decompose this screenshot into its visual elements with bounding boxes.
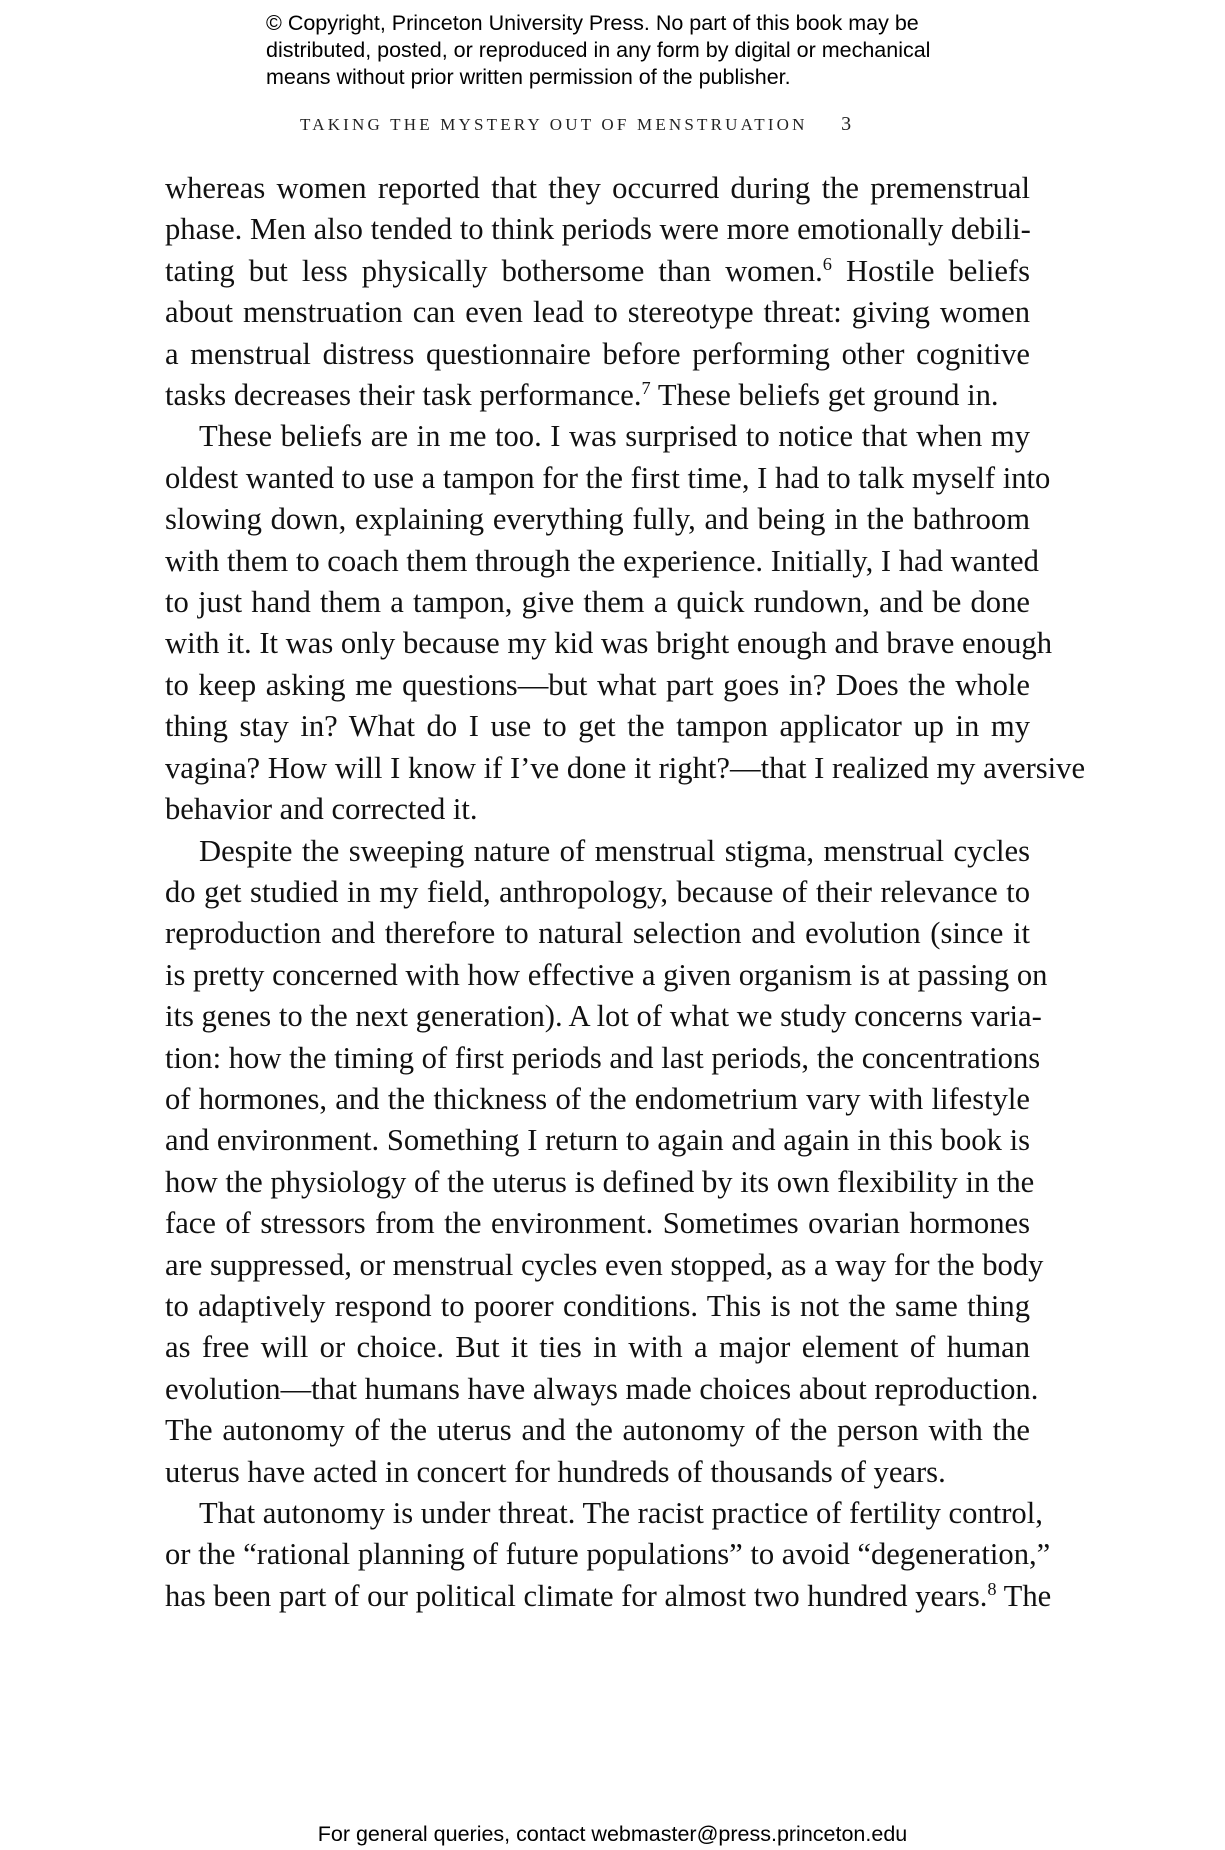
text-line: about menstruation can even lead to stereotype threat: giving women [165,295,1030,330]
footnote-ref[interactable]: 6 [822,253,832,274]
text-line: uterus have acted in concert for hundreds of thousands of years. [165,1454,946,1489]
text-line: That autonomy is under threat. The racist practice of fertility control, [199,1496,1043,1530]
text-line: tion: how the timing of first periods and last periods, the concentrations [165,1040,1041,1075]
text-line: phase. Men also tended to think periods were more emotionally debili- [165,212,1031,247]
footnote-ref[interactable]: 8 [987,1578,997,1599]
page-number: 3 [841,113,852,135]
copyright-notice [266,10,1026,91]
text-line: face of stressors from the environment. Sometimes ovarian hormones [165,1206,1030,1241]
text-line: reproduction and therefore to natural selection and evolution (since it [165,916,1030,951]
text-line: slowing down, explaining everything fully, and being in the bathroom [165,502,1030,537]
text-line: has been part of our political climate for almost two hundred years.$^8$ The [165,1578,1052,1613]
paragraph [165,1493,1052,1617]
text-line: thing stay in? What do I use to get the tampon applicator up in my [165,709,1030,744]
copyright-line: means without prior written permission of the publisher. [266,65,791,89]
body-text [165,168,1086,1617]
text-line: vagina? How will I know if I’ve done it right?—that I realized my aversive [165,750,1086,785]
text-line: of hormones, and the thickness of the endometrium vary with lifestyle [165,1081,1030,1116]
text-line: how the physiology of the uterus is defined by its own flexibility in the [165,1164,1035,1199]
text-line: a menstrual distress questionnaire before performing other cognitive [165,336,1030,371]
text-line: whereas women reported that they occurred during the premenstrual [165,171,1030,205]
text-line: are suppressed, or menstrual cycles even stopped, as a way for the body [165,1247,1044,1282]
copyright-line: distributed, posted, or reproduced in any form by digital or mechanical [266,38,931,62]
text-line: to adaptively respond to poorer conditions. This is not the same thing [165,1288,1030,1323]
copyright-line: © Copyright, Princeton University Press. No part of this book may be [266,11,919,35]
text-line: oldest wanted to use a tampon for the first time, I had to talk myself into [165,460,1051,495]
text-line: with them to coach them through the experience. Initially, I had wanted [165,543,1039,578]
running-head-title: TAKING THE MYSTERY OUT OF MENSTRUATION [300,115,808,134]
paragraph [165,416,1086,830]
text-line: as free will or choice. But it ties in with a major element of human [165,1330,1030,1365]
text-line: tasks decreases their task performance.$^7$ These beliefs get ground in. [165,377,999,413]
text-line: to just hand them a tampon, give them a quick rundown, and be done [165,585,1030,620]
text-line: Despite the sweeping nature of menstrual stigma, menstrual cycles [199,833,1030,868]
paragraph [165,168,1030,416]
text-line: its genes to the next generation). A lot of what we study concerns varia- [165,999,1042,1034]
text-line: and environment. Something I return to again and again in this book is [165,1123,1030,1158]
text-line: evolution—that humans have always made choices about reproduction. [165,1371,1039,1406]
text-line: behavior and corrected it. [165,792,478,827]
text-line: or the “rational planning of future populations” to avoid “degeneration,” [165,1537,1051,1572]
footnote-ref[interactable]: 7 [641,377,651,398]
text-line: do get studied in my field, anthropology, because of their relevance to [165,874,1030,909]
running-head [300,113,1000,136]
text-line: The autonomy of the uterus and the autonomy of the person with the [165,1413,1030,1448]
text-line: with it. It was only because my kid was bright enough and brave enough [165,626,1053,661]
text-line: tating but less physically bothersome than women.$^6$ Hostile beliefs [165,253,1030,288]
text-line: is pretty concerned with how effective a given organism is at passing on [165,957,1048,992]
text-line: to keep asking me questions—but what part goes in? Does the whole [165,667,1030,702]
text-line: These beliefs are in me too. I was surprised to notice that when my [199,419,1030,454]
footer-contact: For general queries, contact webmaster@press.princeton.edu [317,1822,908,1846]
paragraph [165,831,1048,1494]
